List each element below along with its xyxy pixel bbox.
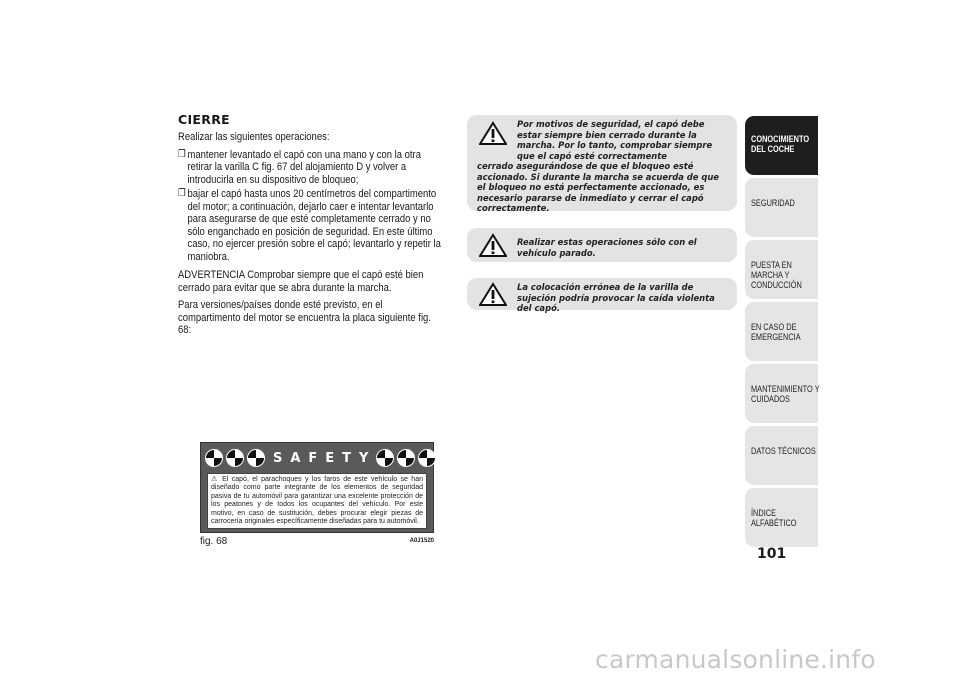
- safety-plate-text-box: [207, 473, 427, 529]
- target-disc-icon: [247, 449, 265, 467]
- tab-label: PUESTA EN MARCHA Y CONDUCCIÓN: [751, 260, 802, 290]
- warning-triangle-icon: [479, 282, 507, 306]
- figure-code: A0J1520: [409, 538, 434, 544]
- warning-text: Realizar estas operaciones sólo con el vehículo parado.: [517, 237, 697, 258]
- warning-box: [467, 228, 737, 262]
- tab-label: MANTENIMIENTO Y CUIDADOS: [751, 384, 820, 404]
- tab-puesta-en-marcha[interactable]: [745, 240, 818, 299]
- list-item: [178, 188, 444, 263]
- intro-paragraph: Realizar las siguientes operaciones:: [178, 131, 330, 143]
- target-disc-icon: [226, 449, 244, 467]
- tab-seguridad[interactable]: [745, 178, 818, 237]
- warning-box: [467, 278, 737, 313]
- instruction-list: [178, 149, 444, 264]
- target-discs-right: [376, 449, 436, 467]
- safety-plate-header: [205, 447, 429, 469]
- tab-conocimiento-del-coche[interactable]: [745, 116, 818, 175]
- warning-text: La colocación errónea de la varilla de sujeción podría provocar la caída violenta del capó.: [517, 282, 715, 313]
- checkbox-bullet-icon: ❒: [178, 188, 186, 199]
- main-text-column: [178, 112, 444, 342]
- tab-label: SEGURIDAD: [751, 198, 795, 208]
- list-item-text: bajar el capó hasta unos 20 centímetros del compartimento del motor; a continuación, dejarlo caer e intentar levantarlo para asegurarse de que esté completamente cerrado y no sólo enganchado en posición de seguridad. En este último caso, no ejercer presión sobre el capó; levantarlo y repetir la maniobra.: [187, 188, 441, 263]
- tab-label: EN CASO DE EMERGENCIA: [751, 322, 801, 342]
- warning-triangle-icon: ⚠: [211, 476, 219, 483]
- section-title: CIERRE: [178, 112, 230, 127]
- list-item-text: mantener levantado el capó con una mano y con la otra retirar la varilla C fig. 67 del alojamiento D y volver a introducirla en su dispositivo de bloqueo;: [187, 148, 421, 186]
- tab-en-caso-de-emergencia[interactable]: [745, 302, 818, 361]
- safety-plate-text: El capó, el parachoques y los faros de este vehículo se han diseñado como parte integrante de los elementos de seguridad pasiva de tu automóvil para garantizar una excelente protección de los peatones y de todos los ocupantes del vehículo. Por este motivo, en caso de sustitución, debes procurar elegir piezas de carrocería originales específicamente diseñadas para tu automóvil.: [211, 476, 423, 526]
- safety-plate-title: SAFETY: [273, 450, 377, 466]
- warning-text-continued: cerrado asegurándose de que el bloqueo esté accionado. Si durante la marcha se acuerda de que el bloqueo no está perfectamente accionado, es necesario pararse de inmediato y cerrar el capó correctamente.: [477, 161, 719, 213]
- page-number: 101: [757, 546, 787, 562]
- tab-label: ÍNDICE ALFABÉTICO: [751, 508, 797, 528]
- target-disc-icon: [205, 449, 223, 467]
- chapter-tabs: [745, 116, 818, 550]
- tab-label: CONOCIMIENTO DEL COCHE: [751, 134, 810, 154]
- tab-datos-tecnicos[interactable]: [745, 426, 818, 485]
- warning-text: Por motivos de seguridad, el capó debe estar siempre bien cerrado durante la marcha. Por lo tanto, comprobar siempre que el capó esté correctamente: [517, 119, 713, 161]
- target-disc-icon: [418, 449, 436, 467]
- tab-label: DATOS TÉCNICOS: [751, 446, 816, 456]
- warning-box: [467, 115, 737, 211]
- list-item: [178, 149, 444, 187]
- tab-indice-alfabetico[interactable]: [745, 488, 818, 547]
- tab-mantenimiento[interactable]: [745, 364, 818, 423]
- checkbox-bullet-icon: ❒: [178, 148, 186, 160]
- target-disc-icon: [397, 449, 415, 467]
- target-disc-icon: [376, 449, 394, 467]
- advertencia-paragraph: ADVERTENCIA Comprobar siempre que el capó esté bien cerrado para evitar que se abra durante la marcha.: [178, 269, 424, 294]
- safety-plate-figure: [200, 442, 434, 548]
- warning-triangle-icon: [479, 233, 507, 257]
- watermark-text: carmanualsonline.info: [595, 645, 876, 674]
- target-discs-left: [205, 449, 265, 467]
- figure-caption: fig. 68: [200, 536, 228, 547]
- warning-triangle-icon: [479, 121, 507, 145]
- safety-plate: [200, 442, 434, 533]
- versions-paragraph: Para versiones/países donde esté previsto, en el compartimento del motor se encuentra la placa siguiente fig. 68:: [178, 299, 431, 336]
